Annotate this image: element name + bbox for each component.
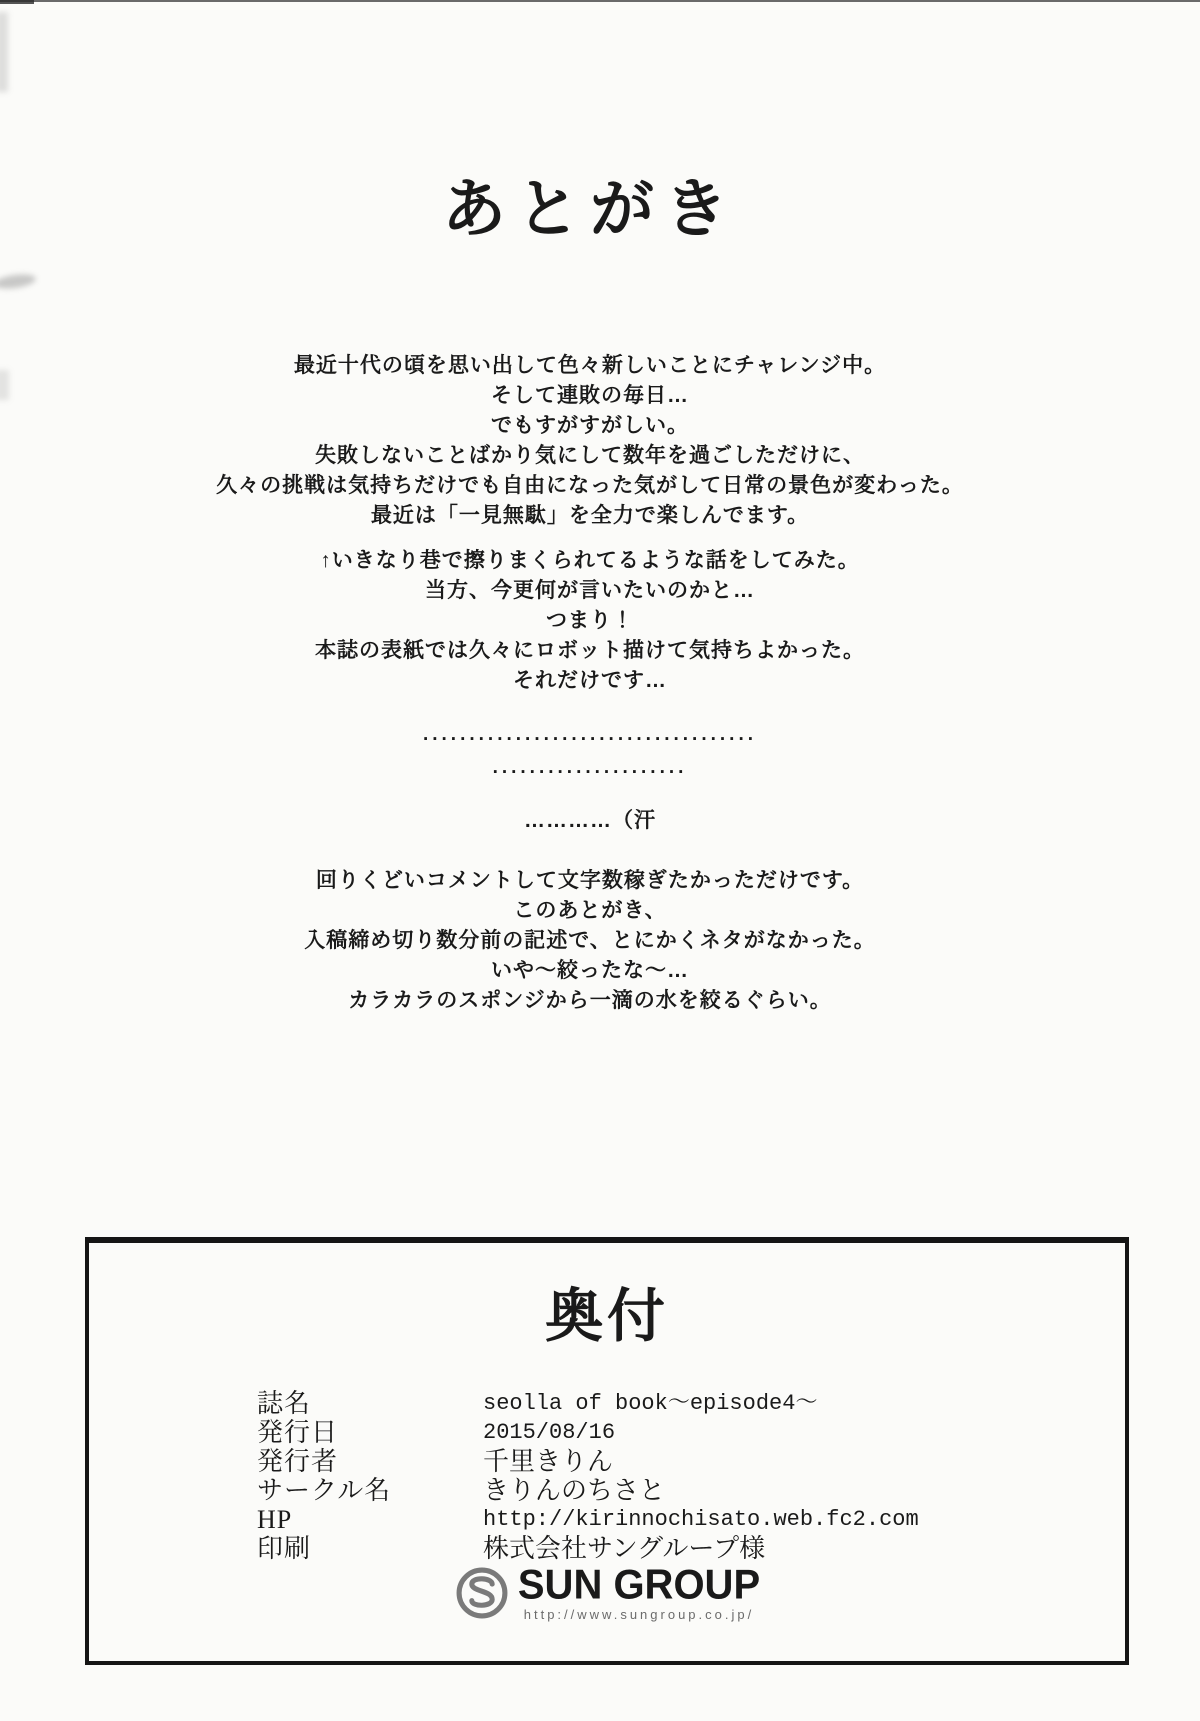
colophon-row-homepage	[257, 1505, 1105, 1534]
printer-name: SUN GROUP	[517, 1561, 761, 1609]
sun-group-circle-icon	[454, 1565, 510, 1626]
colophon-row-date	[257, 1418, 1105, 1447]
text-line: でもすがすがしい。	[491, 414, 689, 437]
row-label: 誌名	[257, 1389, 312, 1418]
afterword-paragraph-1	[0, 351, 1180, 531]
text-line: このあとがき、	[513, 899, 667, 922]
text-line: 回りくどいコメントして文字数稼ぎたかっただけです。	[315, 869, 865, 892]
scan-artifact-top-notch	[0, 0, 34, 4]
colophon-row-title	[257, 1389, 1105, 1418]
row-label: 印刷	[257, 1534, 312, 1563]
row-value: seolla of book～episode4～	[483, 1391, 818, 1416]
row-value: http://kirinnochisato.web.fc2.com	[483, 1507, 919, 1532]
sun-group-logo-text	[518, 1563, 760, 1622]
colophon-row-publisher	[257, 1447, 1105, 1476]
text-line: 久々の挑戦は気持ちだけでも自由になった気がして日常の景色が変わった。	[216, 474, 964, 497]
text-line: …………（汗	[524, 809, 656, 832]
sweat-line	[0, 806, 1180, 836]
text-line: そして連敗の毎日…	[491, 384, 689, 407]
text-line: 入稿締め切り数分前の記述で、とにかくネタがなかった。	[304, 929, 876, 952]
row-label: 発行者	[257, 1447, 339, 1476]
row-label: HP	[257, 1505, 293, 1534]
dotted-divider-lines	[0, 718, 1180, 784]
colophon-title: 奥付	[544, 1284, 669, 1349]
row-value: きりんのちさと	[483, 1476, 666, 1505]
text-line: それだけです…	[513, 669, 667, 692]
colophon-row-printer	[257, 1534, 1105, 1563]
text-line: 最近十代の頃を思い出して色々新しいことにチャレンジ中。	[293, 354, 887, 377]
text-line: ↑いきなり巷で擦りまくられてるような話をしてみた。	[320, 549, 860, 572]
dotted-line: ....................................	[422, 724, 758, 745]
colophon-box	[85, 1237, 1129, 1665]
colophon-rows	[257, 1389, 1105, 1563]
text-line: 失敗しないことばかり気にして数年を過ごしただけに、	[315, 444, 865, 467]
scan-artifact-smudge	[0, 272, 37, 291]
text-line: 本誌の表紙では久々にロボット描けて気持ちよかった。	[315, 639, 865, 662]
scan-artifact-smudge	[0, 12, 8, 92]
text-line: つまり！	[546, 609, 634, 632]
row-label: サークル名	[257, 1476, 392, 1505]
afterword-paragraph-2	[0, 546, 1180, 696]
row-label: 発行日	[257, 1418, 339, 1447]
dotted-line: .....................	[492, 757, 688, 778]
afterword-paragraph-3	[0, 866, 1180, 1016]
afterword-title: あとがき	[442, 174, 738, 245]
row-value: 千里きりん	[483, 1447, 614, 1476]
text-line: 当方、今更何が言いたいのかと…	[425, 579, 755, 602]
colophon-row-circle	[257, 1476, 1105, 1505]
text-line: いや～絞ったな～…	[491, 959, 689, 982]
text-line: 最近は「一見無駄」を全力で楽しんでます。	[370, 504, 810, 527]
row-value: 株式会社サングループ様	[483, 1534, 766, 1563]
scan-artifact-top-line	[0, 0, 1200, 2]
printer-url: http://www.sungroup.co.jp/	[523, 1607, 755, 1622]
row-value: 2015/08/16	[483, 1420, 616, 1445]
sun-group-logo	[89, 1563, 1125, 1626]
text-line: カラカラのスポンジから一滴の水を絞るぐらい。	[348, 989, 832, 1012]
